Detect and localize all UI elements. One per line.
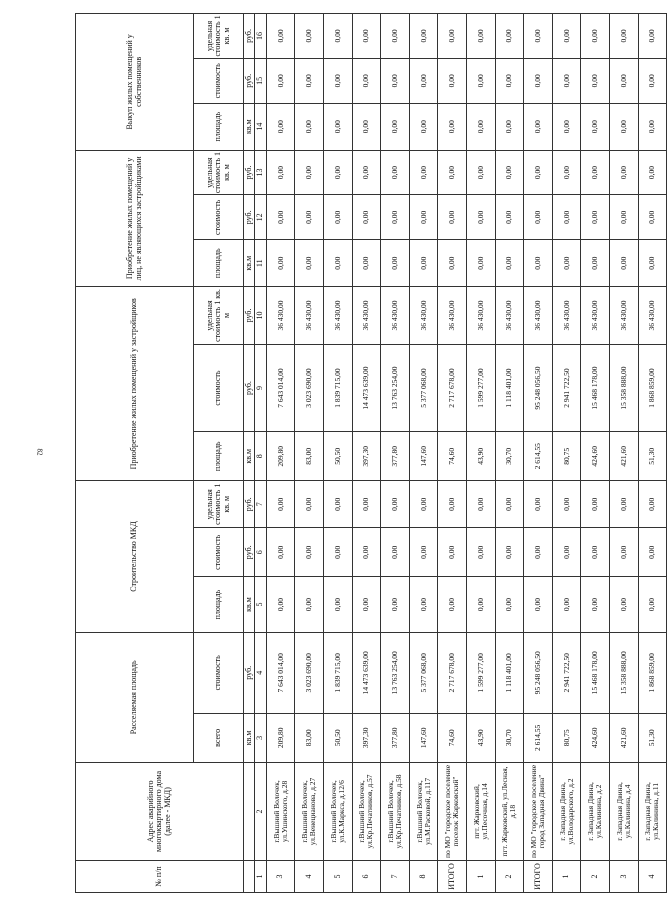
row-value: 2 941 722,50	[552, 632, 581, 713]
row-value: 0,00	[352, 240, 381, 287]
sub-cost: стоимость	[194, 632, 244, 713]
column-number: 6	[255, 528, 266, 577]
row-value: 0,00	[495, 195, 524, 240]
row-value: 1 839 715,00	[323, 632, 352, 713]
row-value: 0,00	[266, 528, 295, 577]
row-value: 0,00	[581, 195, 610, 240]
row-value: 36 430,00	[295, 287, 324, 345]
row-value: 0,00	[609, 58, 638, 103]
row-address: г.Вышний Волочек, ул.Венецианова, д.27	[295, 762, 324, 860]
row-value: 0,00	[466, 58, 495, 103]
row-value: 0,00	[438, 14, 467, 59]
row-value: 36 430,00	[381, 287, 410, 345]
row-value: 0,00	[381, 195, 410, 240]
column-number: 15	[255, 58, 266, 103]
row-value: 377,80	[381, 432, 410, 481]
row-value: 83,00	[295, 713, 324, 762]
row-value: 0,00	[581, 577, 610, 632]
sub-unit-cost: удельная стоимость 1 кв. м	[194, 481, 244, 528]
row-value: 0,00	[552, 240, 581, 287]
unit-cell: руб.	[244, 528, 255, 577]
sub-cost: стоимость	[194, 58, 244, 103]
unit-cell: руб.	[244, 632, 255, 713]
row-value: 0,00	[409, 103, 438, 150]
row-address: г. Западная Двина, ул.Калинина, д.2	[581, 762, 610, 860]
header-purchase-developers: Приобретение жилых помещений у застройщиков	[76, 287, 194, 481]
row-value: 83,00	[295, 432, 324, 481]
row-value: 0,00	[266, 14, 295, 59]
row-value: 36 430,00	[409, 287, 438, 345]
row-value: 0,00	[352, 58, 381, 103]
row-value: 0,00	[295, 240, 324, 287]
row-value: 0,00	[609, 150, 638, 195]
column-number: 12	[255, 195, 266, 240]
row-value: 43,90	[466, 432, 495, 481]
column-number: 4	[255, 632, 266, 713]
row-value: 0,00	[581, 150, 610, 195]
row-value: 51,30	[638, 432, 667, 481]
row-address: г.Вышний Волочек, ул.Кр.Печатников, д.58	[381, 762, 410, 860]
table-row	[524, 14, 553, 893]
table-row	[323, 14, 352, 893]
row-address: г. Западная Двина, ул.Калинина, д.4	[609, 762, 638, 860]
row-value: 36 430,00	[323, 287, 352, 345]
table-row	[266, 14, 295, 893]
row-value: 0,00	[409, 150, 438, 195]
row-value: 0,00	[524, 577, 553, 632]
unit-cell: кв.м	[244, 713, 255, 762]
row-value: 1 599 277,00	[466, 632, 495, 713]
row-value: 0,00	[266, 577, 295, 632]
row-value: 13 763 254,00	[381, 632, 410, 713]
row-value: 7 643 014,00	[266, 632, 295, 713]
row-value: 0,00	[495, 577, 524, 632]
row-address: г.Вышний Волочек, ул.М.Расковой, д.117	[409, 762, 438, 860]
row-number: 1	[552, 861, 581, 893]
row-value: 3 023 690,00	[295, 344, 324, 431]
sub-unit-cost: удельная стоимость 1 кв. м	[194, 287, 244, 345]
row-value: 2 717 678,00	[438, 632, 467, 713]
row-value: 0,00	[552, 528, 581, 577]
table-row	[581, 14, 610, 893]
row-value: 74,60	[438, 432, 467, 481]
row-value: 0,00	[352, 481, 381, 528]
column-number: 14	[255, 103, 266, 150]
row-value: 0,00	[352, 528, 381, 577]
column-number: 16	[255, 14, 266, 59]
row-value: 0,00	[638, 577, 667, 632]
row-value: 209,80	[266, 713, 295, 762]
row-value: 0,00	[323, 150, 352, 195]
row-value: 0,00	[638, 528, 667, 577]
header-resettled-area: Расселяемая площадь	[76, 632, 194, 762]
sub-unit-cost: удельная стоимость 1 кв. м	[194, 150, 244, 195]
row-value: 0,00	[266, 150, 295, 195]
row-value: 36 430,00	[552, 287, 581, 345]
column-number: 11	[255, 240, 266, 287]
row-value: 0,00	[552, 14, 581, 59]
row-value: 0,00	[323, 103, 352, 150]
row-number: 2	[495, 861, 524, 893]
table-row	[638, 14, 667, 893]
row-value: 0,00	[381, 528, 410, 577]
row-value: 0,00	[638, 150, 667, 195]
row-number: 3	[266, 861, 295, 893]
row-value: 0,00	[381, 240, 410, 287]
row-value: 424,60	[581, 432, 610, 481]
row-value: 0,00	[495, 528, 524, 577]
row-value: 13 763 254,00	[381, 344, 410, 431]
row-value: 0,00	[266, 58, 295, 103]
table-row	[609, 14, 638, 893]
row-value: 0,00	[609, 481, 638, 528]
row-value: 0,00	[381, 577, 410, 632]
unit-cell: кв.м	[244, 103, 255, 150]
row-value: 30,70	[495, 432, 524, 481]
column-numbers-row	[255, 14, 266, 893]
column-number: 9	[255, 344, 266, 431]
unit-cell: руб.	[244, 150, 255, 195]
row-value: 2 717 678,00	[438, 344, 467, 431]
row-value: 0,00	[466, 577, 495, 632]
row-value: 0,00	[438, 240, 467, 287]
unit-cell: руб.	[244, 287, 255, 345]
row-value: 0,00	[409, 240, 438, 287]
row-value: 0,00	[581, 240, 610, 287]
header-address: Адрес аварийного многоквартирного дома (далее - МКД)	[76, 762, 244, 860]
row-value: 0,00	[552, 150, 581, 195]
row-value: 0,00	[323, 58, 352, 103]
row-value: 0,00	[295, 150, 324, 195]
row-number: 6	[352, 861, 381, 893]
unit-cell: кв.м	[244, 432, 255, 481]
row-value: 0,00	[352, 195, 381, 240]
row-value: 0,00	[409, 58, 438, 103]
row-value: 1 839 715,00	[323, 344, 352, 431]
row-value: 0,00	[638, 481, 667, 528]
sub-area: площадь	[194, 103, 244, 150]
row-value: 1 118 401,00	[495, 344, 524, 431]
row-value: 0,00	[495, 103, 524, 150]
row-value: 2 941 722,50	[552, 344, 581, 431]
column-number: 5	[255, 577, 266, 632]
row-value: 50,50	[323, 713, 352, 762]
row-value: 0,00	[466, 195, 495, 240]
row-value: 0,00	[295, 577, 324, 632]
row-value: 0,00	[524, 240, 553, 287]
row-address: по МО "городское поселение поселок Жарковский"	[438, 762, 467, 860]
table-row	[295, 14, 324, 893]
row-value: 74,60	[438, 713, 467, 762]
row-value: 0,00	[552, 195, 581, 240]
row-value: 15 468 178,00	[581, 632, 610, 713]
row-value: 147,60	[409, 432, 438, 481]
row-value: 14 473 639,00	[352, 632, 381, 713]
row-value: 0,00	[381, 150, 410, 195]
row-value: 0,00	[323, 577, 352, 632]
row-value: 0,00	[466, 14, 495, 59]
row-value: 0,00	[352, 103, 381, 150]
row-value: 0,00	[381, 14, 410, 59]
row-value: 0,00	[524, 528, 553, 577]
row-value: 0,00	[409, 195, 438, 240]
column-number: 10	[255, 287, 266, 345]
row-value: 0,00	[352, 577, 381, 632]
table-row	[438, 14, 467, 893]
row-value: 0,00	[638, 58, 667, 103]
row-value: 0,00	[323, 528, 352, 577]
row-value: 0,00	[552, 58, 581, 103]
row-value: 30,70	[495, 713, 524, 762]
table-row	[352, 14, 381, 893]
row-value: 0,00	[466, 528, 495, 577]
row-value: 0,00	[438, 150, 467, 195]
row-value: 0,00	[466, 481, 495, 528]
row-address: г.Вышний Волочек, ул.Ушинского, д.28	[266, 762, 295, 860]
row-address: пгт. Жарковский, ул.Песочная, д.14	[466, 762, 495, 860]
row-value: 424,60	[581, 713, 610, 762]
header-no: № п/п	[76, 861, 244, 893]
row-value: 0,00	[409, 481, 438, 528]
row-value: 377,80	[381, 713, 410, 762]
sub-area: площадь	[194, 432, 244, 481]
row-value: 0,00	[495, 150, 524, 195]
row-value: 95 248 056,50	[524, 344, 553, 431]
row-value: 7 643 014,00	[266, 344, 295, 431]
row-value: 0,00	[581, 14, 610, 59]
row-value: 80,75	[552, 713, 581, 762]
row-address: пгт. Жарковский, ул.Лесная, д.18	[495, 762, 524, 860]
row-value: 397,30	[352, 432, 381, 481]
row-value: 51,30	[638, 713, 667, 762]
row-value: 5 377 068,00	[409, 344, 438, 431]
row-value: 36 430,00	[438, 287, 467, 345]
row-value: 0,00	[581, 58, 610, 103]
header-buyout: Выкуп жилых помещений у собственников	[76, 14, 194, 151]
header-sub-row	[194, 14, 244, 893]
unit-cell: руб.	[244, 481, 255, 528]
row-value: 0,00	[438, 195, 467, 240]
row-value: 0,00	[524, 481, 553, 528]
row-value: 0,00	[495, 481, 524, 528]
row-value: 0,00	[438, 58, 467, 103]
row-number: 7	[381, 861, 410, 893]
row-value: 0,00	[581, 481, 610, 528]
row-value: 0,00	[638, 195, 667, 240]
row-value: 0,00	[409, 528, 438, 577]
row-value: 14 473 639,00	[352, 344, 381, 431]
row-value: 0,00	[266, 103, 295, 150]
row-value: 50,50	[323, 432, 352, 481]
row-value: 0,00	[466, 150, 495, 195]
row-value: 0,00	[524, 195, 553, 240]
row-value: 0,00	[352, 150, 381, 195]
column-number: 8	[255, 432, 266, 481]
unit-cell: руб.	[244, 195, 255, 240]
row-value: 0,00	[438, 577, 467, 632]
page-number: 82	[35, 448, 44, 456]
row-value: 36 430,00	[638, 287, 667, 345]
table-row	[495, 14, 524, 893]
row-value: 0,00	[524, 150, 553, 195]
row-value: 0,00	[381, 103, 410, 150]
row-value: 5 377 068,00	[409, 632, 438, 713]
row-value: 2 614,55	[524, 713, 553, 762]
row-value: 0,00	[524, 58, 553, 103]
row-value: 1 868 859,00	[638, 632, 667, 713]
row-value: 0,00	[352, 14, 381, 59]
row-value: 43,90	[466, 713, 495, 762]
row-number: 8	[409, 861, 438, 893]
row-value: 0,00	[323, 240, 352, 287]
units-row	[244, 14, 255, 893]
row-value: 0,00	[409, 14, 438, 59]
sub-area: площадь	[194, 577, 244, 632]
row-number: 3	[609, 861, 638, 893]
row-value: 0,00	[609, 528, 638, 577]
row-value: 36 430,00	[609, 287, 638, 345]
table-row	[552, 14, 581, 893]
row-value: 147,60	[409, 713, 438, 762]
row-value: 15 468 178,00	[581, 344, 610, 431]
row-value: 0,00	[323, 14, 352, 59]
header-construction: Строительство МКД	[76, 481, 194, 632]
row-address: г.Вышний Волочек, ул.Кр.Печатников, д.57	[352, 762, 381, 860]
row-address: г.Вышний Волочек, ул.К.Маркса, д.12/6	[323, 762, 352, 860]
row-value: 0,00	[524, 103, 553, 150]
row-value: 0,00	[609, 103, 638, 150]
row-address: по МО "городское поселение город Западная Двина"	[524, 762, 553, 860]
header-purchase-non-developers: Приобретение жилых помещений у лиц, не являющихся застройщиками	[76, 150, 194, 287]
row-value: 397,30	[352, 713, 381, 762]
row-value: 15 358 888,00	[609, 344, 638, 431]
row-value: 0,00	[581, 103, 610, 150]
unit-cell: руб.	[244, 14, 255, 59]
sub-total: всего	[194, 713, 244, 762]
row-value: 15 358 888,00	[609, 632, 638, 713]
row-number: ИТОГО	[524, 861, 553, 893]
row-value: 0,00	[381, 481, 410, 528]
column-number: 1	[255, 861, 266, 893]
sub-area: площадь	[194, 240, 244, 287]
row-value: 36 430,00	[495, 287, 524, 345]
row-value: 36 430,00	[352, 287, 381, 345]
row-value: 0,00	[295, 195, 324, 240]
table-row	[466, 14, 495, 893]
unit-cell: кв.м	[244, 240, 255, 287]
row-value: 36 430,00	[466, 287, 495, 345]
unit-cell: руб.	[244, 344, 255, 431]
resettlement-table	[75, 13, 667, 893]
row-value: 1 868 859,00	[638, 344, 667, 431]
row-value: 0,00	[438, 481, 467, 528]
row-value: 0,00	[581, 528, 610, 577]
row-value: 0,00	[638, 103, 667, 150]
row-value: 0,00	[609, 14, 638, 59]
row-value: 80,75	[552, 432, 581, 481]
row-value: 2 614,55	[524, 432, 553, 481]
row-value: 0,00	[295, 14, 324, 59]
row-value: 3 023 690,00	[295, 632, 324, 713]
table-body	[266, 14, 666, 893]
row-value: 0,00	[438, 103, 467, 150]
column-number: 2	[255, 762, 266, 860]
row-value: 0,00	[552, 481, 581, 528]
sub-cost: стоимость	[194, 195, 244, 240]
row-number: 2	[581, 861, 610, 893]
row-value: 0,00	[438, 528, 467, 577]
row-address: г. Западная Двина, ул.Калинина, д.11	[638, 762, 667, 860]
unit-cell: кв.м	[244, 577, 255, 632]
row-value: 0,00	[266, 240, 295, 287]
row-value: 0,00	[323, 481, 352, 528]
row-number: 5	[323, 861, 352, 893]
row-value: 0,00	[524, 14, 553, 59]
column-number: 13	[255, 150, 266, 195]
column-number: 7	[255, 481, 266, 528]
header-group-row	[76, 14, 194, 893]
sub-cost: стоимость	[194, 528, 244, 577]
row-value: 0,00	[609, 195, 638, 240]
table-row	[409, 14, 438, 893]
row-value: 0,00	[495, 14, 524, 59]
row-value: 421,60	[609, 432, 638, 481]
row-value: 0,00	[409, 577, 438, 632]
row-value: 0,00	[266, 481, 295, 528]
row-value: 0,00	[638, 240, 667, 287]
row-address: г. Западная Двина, ул.Володарского, д.2	[552, 762, 581, 860]
row-value: 0,00	[609, 577, 638, 632]
row-value: 421,60	[609, 713, 638, 762]
table-row	[381, 14, 410, 893]
row-value: 0,00	[638, 14, 667, 59]
row-value: 0,00	[323, 195, 352, 240]
row-value: 0,00	[295, 481, 324, 528]
row-value: 1 118 401,00	[495, 632, 524, 713]
row-value: 0,00	[552, 103, 581, 150]
row-value: 209,80	[266, 432, 295, 481]
row-value: 0,00	[295, 528, 324, 577]
row-number: 4	[638, 861, 667, 893]
row-value: 0,00	[295, 58, 324, 103]
row-value: 0,00	[381, 58, 410, 103]
row-value: 36 430,00	[524, 287, 553, 345]
row-value: 95 248 056,50	[524, 632, 553, 713]
row-value: 36 430,00	[266, 287, 295, 345]
row-number: 1	[466, 861, 495, 893]
sub-cost: стоимость	[194, 344, 244, 431]
row-value: 1 599 277,00	[466, 344, 495, 431]
row-number: 4	[295, 861, 324, 893]
column-number: 3	[255, 713, 266, 762]
row-value: 0,00	[266, 195, 295, 240]
row-number: ИТОГО	[438, 861, 467, 893]
unit-cell: руб.	[244, 58, 255, 103]
row-value: 0,00	[295, 103, 324, 150]
row-value: 0,00	[495, 58, 524, 103]
rotated-table-container	[75, 13, 661, 893]
row-value: 0,00	[466, 240, 495, 287]
row-value: 0,00	[609, 240, 638, 287]
row-value: 0,00	[466, 103, 495, 150]
row-value: 0,00	[495, 240, 524, 287]
row-value: 0,00	[552, 577, 581, 632]
sub-unit-cost: удельная стоимость 1 кв. м	[194, 14, 244, 59]
row-value: 36 430,00	[581, 287, 610, 345]
